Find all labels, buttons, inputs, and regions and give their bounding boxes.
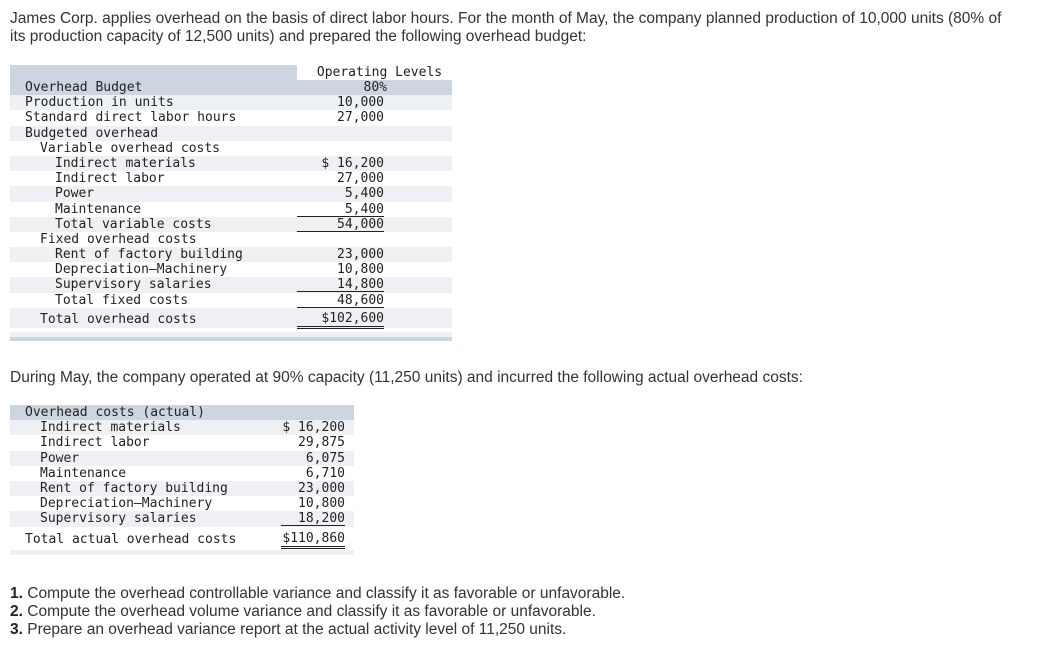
table-row: Rent of factory building 23,000 <box>10 481 354 496</box>
table-row: Indirect labor 29,875 <box>40 435 345 451</box>
table-row: Rent of factory building 23,000 <box>10 247 452 262</box>
actual-title: Overhead costs (actual) <box>25 405 206 420</box>
table-row: Power 5,400 <box>10 186 452 201</box>
table-row: Variable overhead costs <box>40 140 221 156</box>
table-row: Production in units 10,000 <box>10 95 452 110</box>
table-header-row <box>10 65 452 80</box>
table-row: Depreciation—Machinery 10,800 <box>40 496 345 512</box>
table-row: Supervisory salaries 14,800 <box>10 277 452 292</box>
middle-paragraph: During May, the company operated at 90% capacity (11,250 units) and incurred the following actual overhead costs: <box>10 369 803 386</box>
overhead-budget-table <box>10 65 452 341</box>
table-row: Fixed overhead costs <box>40 231 197 247</box>
intro-paragraph: James Corp. applies overhead on the basis of direct labor hours. For the month of May, the company planned production of 10,000 units (80% of its production capacity of 12,500 units) and prepared the following overhead budget: <box>10 10 1002 45</box>
budget-title: Overhead Budget <box>25 80 143 95</box>
table-row: Total variable costs 54,000 <box>10 217 452 232</box>
table-row: Depreciation—Machinery 10,800 <box>55 262 384 278</box>
table-title-row <box>10 80 452 95</box>
question-2: 2. Compute the overhead volume variance and classify it as favorable or unfavorable. <box>10 603 596 620</box>
table-row: Indirect labor 27,000 <box>55 171 384 187</box>
table-row: Total fixed costs 48,600 <box>55 292 384 308</box>
table-title-row <box>10 405 354 420</box>
table-row: Standard direct labor hours 27,000 <box>25 110 384 126</box>
table-row: Maintenance 5,400 <box>55 201 384 217</box>
level-percent: 80% <box>363 80 387 95</box>
table-total-row: Total actual overhead costs $110,860 <box>25 530 345 547</box>
table-row: Indirect materials $ 16,200 <box>10 156 452 171</box>
question-3: 3. Prepare an overhead variance report at the actual activity level of 11,250 units. <box>10 621 567 638</box>
actual-overhead-table <box>10 405 354 555</box>
table-row: Supervisory salaries 18,200 <box>10 511 354 526</box>
table-total-row: Total overhead costs $102,600 <box>10 308 452 328</box>
table-row: Power 6,075 <box>10 451 354 466</box>
table-row: Indirect materials $ 16,200 <box>10 420 354 435</box>
question-1: 1. Compute the overhead controllable variance and classify it as favorable or unfavorable. <box>10 585 626 602</box>
table-row: Budgeted overhead <box>10 126 452 141</box>
operating-levels-header: Operating Levels <box>307 65 452 81</box>
table-row: Maintenance 6,710 <box>40 465 345 481</box>
